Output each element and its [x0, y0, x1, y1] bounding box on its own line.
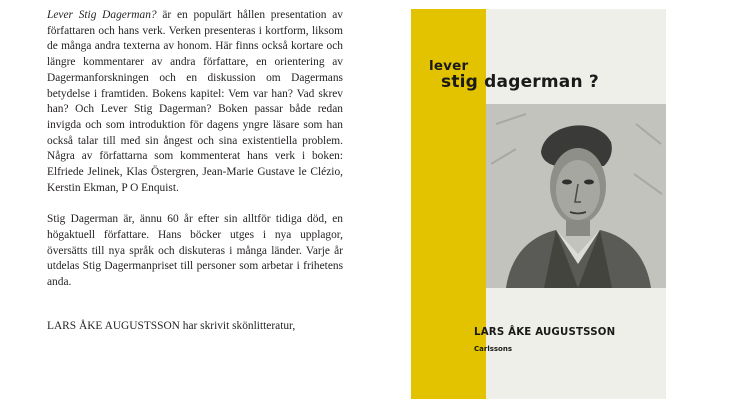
description-paragraph-1-body: är en populärt hållen presentation av författaren och hans verk. Verken presenteras i kortform, liksom de många andra texterna av honom. Här finns också kortare och längre kommentarer av andra författare, en orientering av Dagermanforskningen och en diskussion om Dagermans betydelse i framtiden. Bokens kapitel: Vem var han? Vad skrev han? Och Lever Stig Dagerman? Boken passar både redan invigda och som introduktion för dagens yngre läsare som han också talar till med sin ångest och sina existentiella problem. Några av författarna som kommenterat hans verk i boken: Elfriede Jelinek, Klas Östergren, Jean-Marie Gustave le Clézio, Kerstin Ekman, P O Enquist.: [47, 9, 343, 194]
cover-publisher: Carlssons: [474, 345, 513, 353]
book-title-italic: Lever Stig Dagerman?: [47, 9, 157, 21]
cover-title-stig: stig: [441, 72, 479, 92]
book-cover: [411, 9, 666, 399]
cover-title-dagerman: dagerman ?: [484, 72, 599, 92]
author-portrait: [486, 104, 666, 288]
cover-title: [429, 59, 599, 91]
description-text: [47, 8, 343, 350]
description-paragraph-1: [47, 8, 343, 196]
cover-title-line-2: [429, 73, 599, 91]
author-bio-paragraph: LARS ÅKE AUGUSTSSON har skrivit skönlitteratur,: [47, 319, 296, 332]
portrait-drawing: [486, 104, 666, 288]
cover-title-line-1: lever: [429, 58, 469, 74]
cover-author: LARS ÅKE AUGUSTSSON: [474, 327, 616, 338]
description-paragraph-2: Stig Dagerman är, ännu 60 år efter sin alltför tidiga död, en högaktuell författare. Hans böcker utges i nya upplagor, översätts till nya språk och diskuteras i många länder. Varje år utdelas Stig Dagermanpriset till personer som arbetar i frihetens anda.: [47, 213, 343, 288]
